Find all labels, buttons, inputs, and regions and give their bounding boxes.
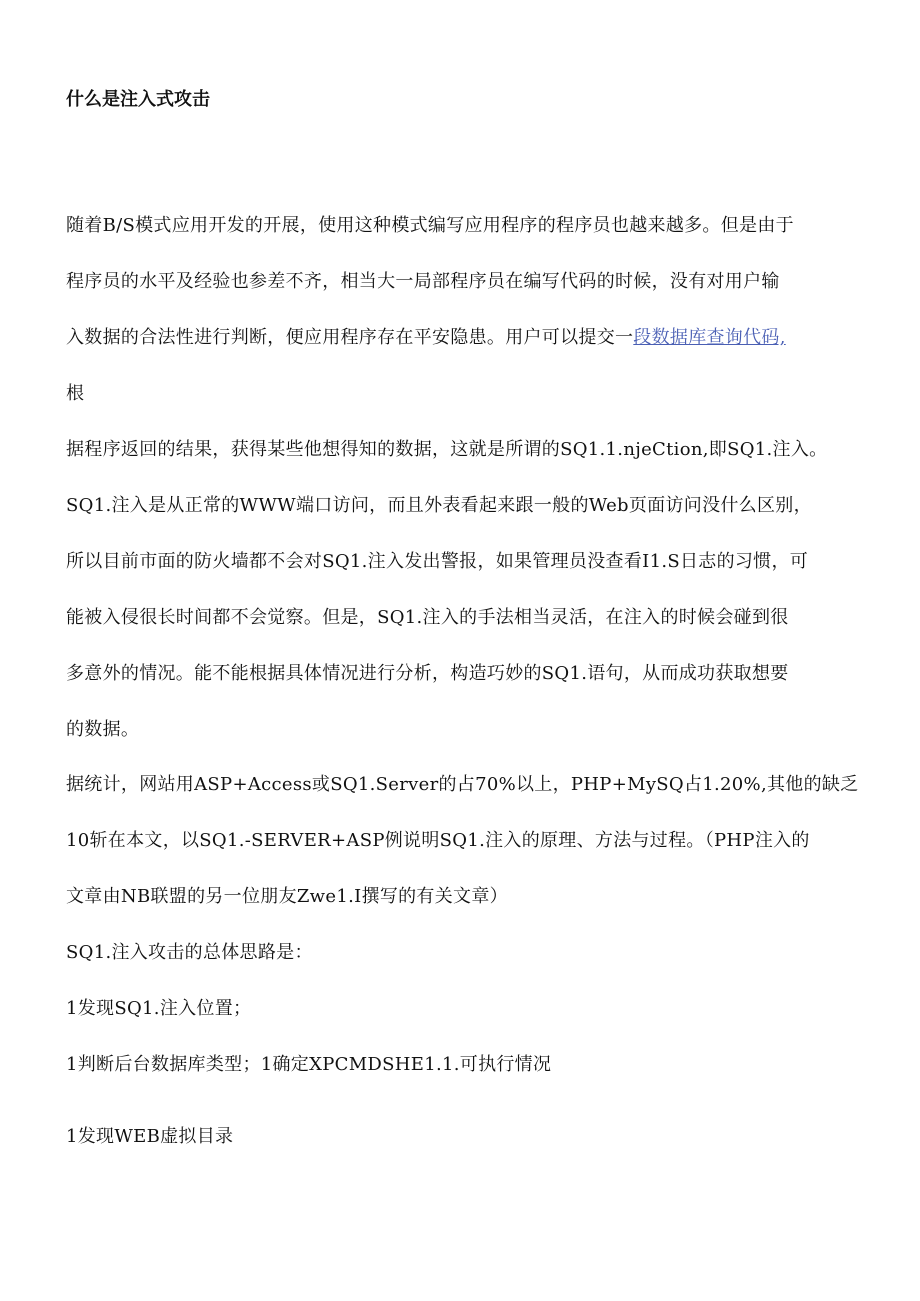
steps-intro: SQ1.注入攻击的总体思路是： — [66, 942, 313, 963]
paragraph2-line3: 文章由NB联盟的另一位朋友Zwe1.I撰写的有关文章） — [66, 886, 508, 907]
paragraph1-line1: 随着B/S模式应用开发的开展，使用这种模式编写应用程序的程序员也越来越多。但是由于 — [66, 215, 794, 236]
paragraph1-line10: 的数据。 — [66, 719, 140, 740]
paragraph2-line1: 据统计，网站用ASP+Access或SQ1.Server的占70%以上，PHP+MySQ占1.20%,其他的缺乏 — [66, 774, 859, 795]
paragraph1-line4: 根 — [66, 383, 85, 404]
paragraph1-line8: 能被入侵很长时间都不会觉察。但是，SQ1.注入的手法相当灵活，在注入的时候会碰到很 — [66, 607, 789, 628]
step-1: 1发现SQ1.注入位置； — [66, 998, 252, 1019]
paragraph1-line3 — [66, 325, 786, 351]
step-3: 1发现WEB虚拟目录 — [66, 1126, 234, 1147]
database-query-code-link[interactable]: 段数据库查询代码, — [633, 327, 786, 348]
paragraph1-line9: 多意外的情况。能不能根据具体情况进行分析，构造巧妙的SQ1.语句，从而成功获取想要 — [66, 663, 789, 684]
paragraph1-line7: 所以目前市面的防火墙都不会对SQ1.注入发出警报，如果管理员没查看I1.S日志的习惯，可 — [66, 551, 809, 572]
step-2: 1判断后台数据库类型；1确定XPCMDSHE1.1.可执行情况 — [66, 1054, 552, 1075]
paragraph2-line2: 10斩在本文，以SQ1.-SERVER+ASP例说明SQ1.注入的原理、方法与过程。（PHP注入的 — [66, 830, 810, 851]
paragraph1-line5: 据程序返回的结果，获得某些他想得知的数据，这就是所谓的SQ1.1.njeCtion,即SQ1.注入。 — [66, 439, 828, 460]
paragraph1-line3-text: 入数据的合法性进行判断，便应用程序存在平安隐患。用户可以提交一 — [66, 327, 634, 348]
paragraph1-line6: SQ1.注入是从正常的WWW端口访问，而且外表看起来跟一般的Web页面访问没什么区别， — [66, 495, 812, 516]
paragraph1-line2: 程序员的水平及经验也参差不齐，相当大一局部程序员在编写代码的时候，没有对用户输 — [66, 271, 780, 292]
page-title: 什么是注入式攻击 — [66, 89, 210, 110]
